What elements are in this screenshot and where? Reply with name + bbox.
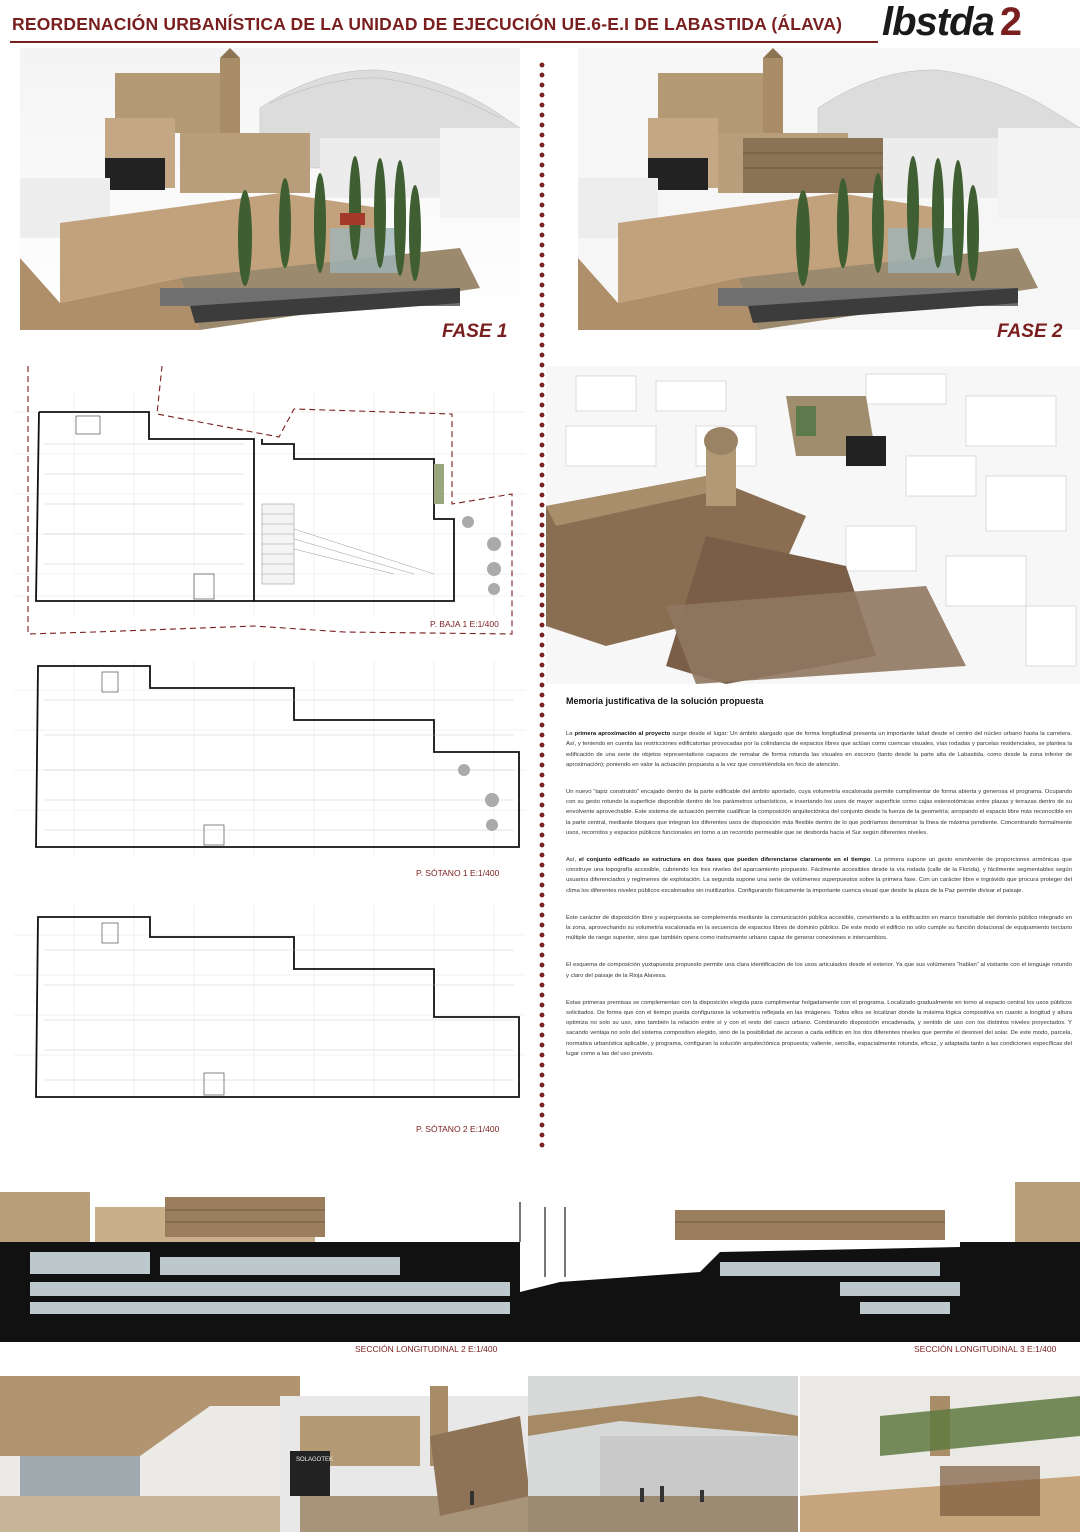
plan-basement-2 [14, 905, 526, 1105]
memoria-paragraph-4: Este carácter de disposición libre y superpuesta se complementa mediante la comunicación pública accesible, convirtiendo a la edificación en marco transitable del dominio público integrado en la zona, aprovechando su volumetría escalonada en la secuencia de espacios libres de dominio público. De este modo el edificio no sólo cumple su función dotacional de equipamiento terciario múltiple de rango superior, sino que también opera como instrumento urbano capaz de generar conexiones e intercambios. [566, 914, 1072, 942]
divider-dotted-line [539, 60, 545, 1150]
memoria-p1-post: surge desde el lugar: Un ámbito alargado que de forma longitudinal presenta un importante talud desde el centro del núcleo urbano hasta la carretera. Así, y teniendo en cuenta las restricciones edificatorias provocadas por la colindancia de espacios libres que actúan como cuencas visuales, vías rodadas y parcelas residenciales, se plantea la edificación de una serie de objetos representativos capaces de rematar de forma rotunda las visuales en escorzo (tanto desde la parte alta de Labastida, como desde la zona inferior de aproximación); poniendo en valor la actuación propuesta a la vez que convirtiéndola en foco de atención. [566, 731, 1072, 768]
logo-text: lbstda [882, 0, 994, 44]
memoria-paragraph-1 [566, 729, 1072, 770]
title-underline [10, 41, 878, 43]
memoria-p1-pre: La [566, 731, 575, 738]
render-phase-1-drawing [20, 48, 520, 330]
page-title: REORDENACIÓN URBANÍSTICA DE LA UNIDAD DE EJECUCIÓN UE.6-E.I DE LABASTIDA (ÁLAVA) [12, 14, 843, 34]
section-caption-right: SECCIÓN LONGITUDINAL 3 E:1/400 [914, 1344, 1057, 1354]
aerial-render-drawing [546, 366, 1080, 684]
memoria-paragraph-5: El esquema de composición yuxtapuesta propuesto permite una clara identificación de los usos articulados desde el exterior. Ya que sus volúmenes “hablan” al visitante con el lenguaje rotundo y claro del paisaje de la Rioja Alavesa. [566, 962, 1072, 979]
plan-ground-floor [14, 364, 526, 642]
plan-ground-floor-drawing [14, 364, 526, 642]
memoria-paragraph-3 [566, 855, 1072, 896]
plan-basement-1 [14, 660, 526, 860]
plan-caption-basement-1: P. SÓTANO 1 E:1/400 [416, 868, 500, 878]
aerial-render [546, 366, 1080, 684]
plan-caption-ground: P. BAJA 1 E:1/400 [430, 619, 499, 629]
memoria-p3-post: . La primera supone un gesto envolvente de proporciones armónicas que construye una topografía accesible, cubriendo los tres niveles del aparcamiento propuesto. Fácilmente accesibles desde la vía rodada (calle de la Florida), y fácilmente segmentables según usuarios diferenciados y regímenes de explotación. La segunda supone una serie de volúmenes superpuestos sobre la primera fase. Con un carácter libre e ingrávido que procura proteger del clima los diferentes niveles públicos escalonados sin inutilizarlos. Configurando físicamente la importante cuenca visual que desde la plaza de la Paz permite divisar el paisaje. [566, 857, 1072, 894]
render-phase-1 [20, 48, 520, 330]
memoria-paragraph-2: Un nuevo “tapiz construido” encajado dentro de la parte edificable del ámbito aportado, cuya volumetría escalonada permite cumplimentar de forma abierta y generosa el programa. Ocupando con su gesto rotundo la superficie disponible dentro de los parámetros urbanísticos, e insertando los usos de mayor superficie como cajas estereotómicas entre plazas y terrazas dentro de su envolvente aprovechable. Este sistema de actuación permite cualificar la composición arquitectónica del conjunto desde la fuerza de la geometría; arropando el espacio libre más reconocible en la parte central, mediante bloques que integran los diferentes usos de disposición más flexible dentro de lo que podríamos denominar la línea de máxima pendiente. Concentrando formalmente usos, recorridos y espacios públicos funcionales en torno a un recorrido permeable que se desborda hacia el Sur según diferentes niveles. [566, 789, 1072, 836]
plan-basement-2-drawing [14, 905, 526, 1105]
memoria-p3-pre: Así, [566, 857, 579, 864]
project-logo [882, 0, 1021, 45]
plan-caption-basement-2: P. SÓTANO 2 E:1/400 [416, 1124, 500, 1134]
photo-strip [0, 1376, 1080, 1532]
memoria-text-block [566, 696, 1072, 1076]
render-phase-2-drawing [578, 48, 1080, 330]
memoria-paragraph-6: Estas primeras premisas se complementan con la disposición elegida para cumplimentar holgadamente con el programa. Localizado gradualmente en torno al espacio central los usos públicos solicitados. De forma que con el tiempo pueda configurarse la volumetría reflejada en las imágenes. Todos ellos se localizan donde la máxima lógica compositiva en cuanto a longitud y altura optimiza no solo su uso, sino también la relación entre sí y con el resto del casco urbano. Combinando disposición encadenada, y sentido de uso con los distintos niveles proyectados. Y sacando ventaja no solo del sistema compositivo elegido, sino de la posibilidad de acceso a cada edificio en los dos diferentes niveles que permite el desnivel del solar. De este modo, parcela, normativa urbanística aplicable, y programa, configuran la solución arquitectónica propuesta; valiente, sencilla, espacialmente rotunda, eficaz, y adaptada tanto a las condiciones específicas del lugar como a las del uso previsto. [566, 999, 1072, 1057]
section-caption-left: SECCIÓN LONGITUDINAL 2 E:1/400 [355, 1344, 498, 1354]
render-phase-2 [578, 48, 1080, 330]
memoria-heading: Memoria justificativa de la solución propuesta [566, 696, 764, 706]
memoria-p3-bold: el conjunto edificado se estructura en dos fases que pueden diferenciarse claramente en el tiempo [578, 857, 871, 864]
plan-basement-1-drawing [14, 660, 526, 860]
sheet-number: 2 [999, 0, 1022, 44]
photo-sign-text: SOLAGOTEK [296, 1457, 334, 1463]
memoria-p1-bold: primera aproximación al proyecto [574, 731, 671, 738]
longitudinal-sections [0, 1182, 1080, 1342]
longitudinal-sections-drawing [0, 1182, 1080, 1342]
photo-strip-drawing [0, 1376, 1080, 1532]
phase-2-label: FASE 2 [997, 321, 1063, 342]
phase-1-label: FASE 1 [442, 321, 508, 342]
header-bar [0, 0, 1080, 46]
